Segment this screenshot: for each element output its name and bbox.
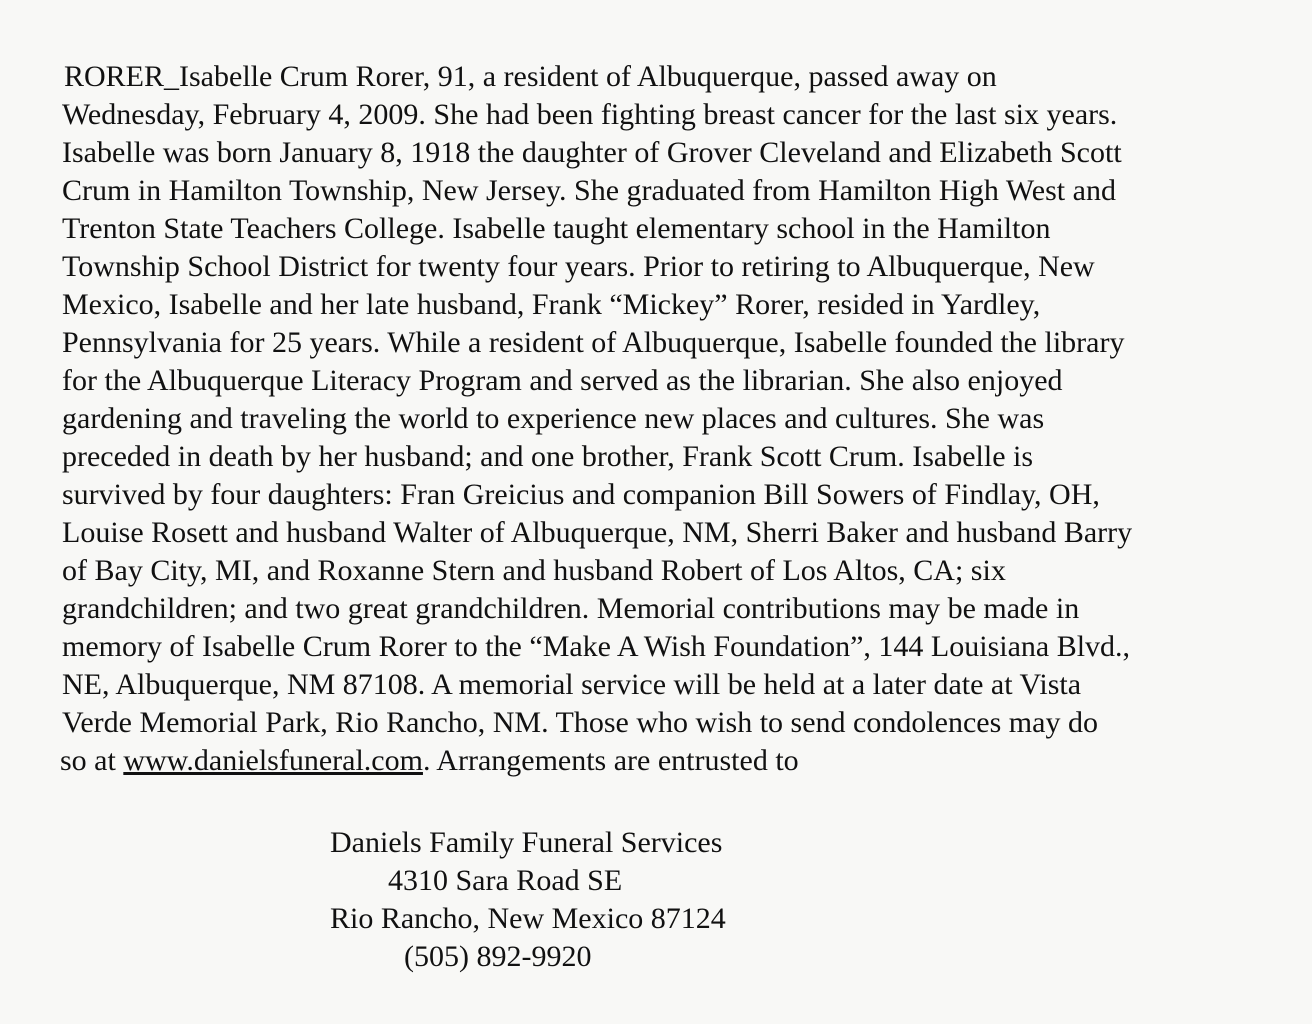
obituary-line: gardening and traveling the world to experience new places and cultures. She was — [62, 402, 1045, 435]
obituary-line: Verde Memorial Park, Rio Rancho, NM. Those who wish to send condolences may do — [62, 706, 1098, 739]
funeral-website-link[interactable]: www.danielsfuneral.com — [123, 744, 423, 777]
obituary-line: memory of Isabelle Crum Rorer to the “Make A Wish Foundation”, 144 Louisiana Blvd., — [62, 630, 1131, 663]
obituary-line: survived by four daughters: Fran Greicius and companion Bill Sowers of Findlay, OH, — [62, 478, 1100, 511]
obituary-line: preceded in death by her husband; and one brother, Frank Scott Crum. Isabelle is — [62, 440, 1034, 473]
obituary-line: Crum in Hamilton Township, New Jersey. She graduated from Hamilton High West and — [62, 174, 1116, 207]
last-line-prefix: so at — [60, 744, 124, 777]
obituary-line: grandchildren; and two great grandchildren. Memorial contributions may be made in — [62, 592, 1080, 625]
last-line-suffix: . Arrangements are entrusted to — [422, 744, 799, 777]
obituary-line: Wednesday, February 4, 2009. She had been fighting breast cancer for the last six years. — [62, 98, 1118, 131]
funeral-home-name: Daniels Family Funeral Services — [330, 826, 723, 859]
obituary-line: RORER_Isabelle Crum Rorer, 91, a resident of Albuquerque, passed away on — [64, 60, 997, 93]
obituary-line: of Bay City, MI, and Roxanne Stern and husband Robert of Los Altos, CA; six — [62, 554, 1006, 587]
funeral-home-street: 4310 Sara Road SE — [388, 864, 623, 897]
obituary-line: Township School District for twenty four years. Prior to retiring to Albuquerque, New — [62, 250, 1095, 283]
obituary-line: Pennsylvania for 25 years. While a resident of Albuquerque, Isabelle founded the library — [62, 326, 1125, 359]
funeral-home-phone: (505) 892-9920 — [404, 940, 592, 973]
funeral-home-city: Rio Rancho, New Mexico 87124 — [330, 902, 726, 935]
obituary-line: Trenton State Teachers College. Isabelle taught elementary school in the Hamilton — [62, 212, 1051, 245]
obituary-line: Mexico, Isabelle and her late husband, Frank “Mickey” Rorer, resided in Yardley, — [62, 288, 1041, 321]
obituary-line: NE, Albuquerque, NM 87108. A memorial service will be held at a later date at Vista — [62, 668, 1082, 701]
obituary-line: Louise Rosett and husband Walter of Albuquerque, NM, Sherri Baker and husband Barry — [62, 516, 1133, 549]
obituary-line: Isabelle was born January 8, 1918 the daughter of Grover Cleveland and Elizabeth Scott — [62, 136, 1122, 169]
obituary-line: for the Albuquerque Literacy Program and served as the librarian. She also enjoyed — [62, 364, 1063, 397]
obituary-last-line — [60, 744, 799, 778]
